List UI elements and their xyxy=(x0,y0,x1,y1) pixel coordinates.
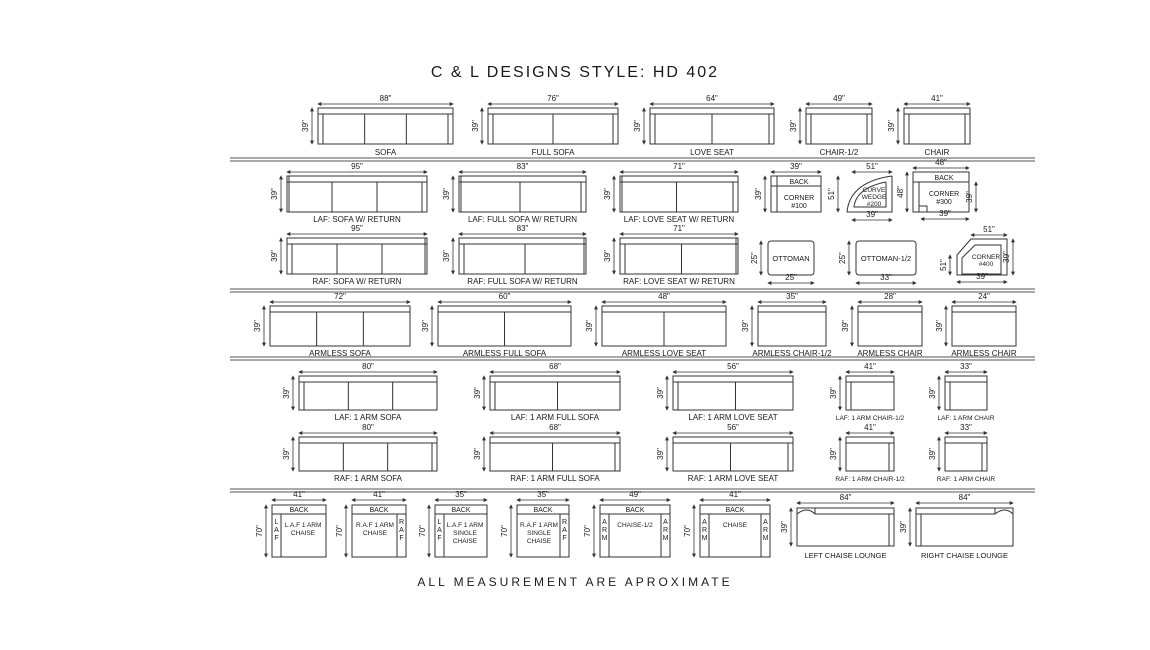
width-dimension: 71" xyxy=(673,224,685,233)
piece-laf-1-arm-chair-1-2 xyxy=(829,362,905,422)
frame xyxy=(287,238,427,274)
piece-laf-1-arm-full-sofa xyxy=(473,362,620,422)
frame xyxy=(287,176,427,212)
piece-corner-100 xyxy=(754,162,821,212)
piece-label: OTTOMAN xyxy=(772,254,810,263)
piece-label: SOFA xyxy=(374,148,397,157)
depth-dimension: 39" xyxy=(421,320,430,332)
width-dimension: 80" xyxy=(362,423,374,432)
depth-dimension: 39" xyxy=(829,387,838,399)
depth-dimension: 39" xyxy=(829,448,838,460)
piece-number: #200 xyxy=(866,201,882,208)
width-dimension: 68" xyxy=(549,423,561,432)
piece-label: RAF: 1 ARM FULL SOFA xyxy=(510,474,600,483)
depth-dimension: 39" xyxy=(442,188,451,200)
frame xyxy=(673,376,793,410)
piece-raf-1-arm-chair xyxy=(928,423,995,483)
arm-letter: A xyxy=(663,519,668,526)
piece-label: ARMLESS CHAIR xyxy=(951,349,1017,358)
depth-dimension: 39" xyxy=(603,188,612,200)
back-label: BACK xyxy=(725,507,745,514)
piece-label: LAF: 1 ARM FULL SOFA xyxy=(510,413,600,422)
piece-name: CHAISE xyxy=(722,522,748,529)
piece-l-a-f-1-arm-chaise xyxy=(255,490,326,557)
measurement-note: ALL MEASUREMENT ARE APROXIMATE xyxy=(417,575,733,589)
piece-armless-sofa xyxy=(253,292,410,358)
depth-dimension: 39" xyxy=(935,320,944,332)
back-label: BACK xyxy=(625,507,645,514)
piece-name: CORNER xyxy=(783,195,815,202)
piece-label: ARMLESS FULL SOFA xyxy=(462,349,547,358)
depth-dimension: 39" xyxy=(633,120,642,132)
depth-dimension: 39" xyxy=(928,448,937,460)
piece-name: R.A.F 1 ARM xyxy=(520,522,558,529)
piece-armless-chair-1-2 xyxy=(741,292,832,358)
depth-dimension: 39" xyxy=(603,250,612,262)
piece-left-chaise-lounge xyxy=(780,493,894,560)
depth-dimension: 39" xyxy=(301,120,310,132)
piece-laf-love-seat-w-return xyxy=(603,162,738,224)
arm-letter: L xyxy=(437,519,442,526)
arm-letter: A xyxy=(763,519,768,526)
piece-sofa xyxy=(301,94,453,157)
frame xyxy=(945,437,987,471)
piece-label: LOVE SEAT xyxy=(690,148,734,157)
piece-number: #300 xyxy=(936,199,952,206)
depth-dimension: 70" xyxy=(683,525,692,537)
depth-dimension: 39" xyxy=(841,320,850,332)
width-dimension: 84" xyxy=(958,493,971,502)
depth-dimension: 39" xyxy=(585,320,594,332)
piece-label: LEFT CHAISE LOUNGE xyxy=(804,551,887,560)
width-dimension: 33" xyxy=(960,362,972,371)
depth-dimension: 39" xyxy=(899,521,908,533)
piece-label: LAF: FULL SOFA W/ RETURN xyxy=(467,215,578,224)
piece-raf-1-arm-sofa xyxy=(282,423,437,483)
width-dimension: 35" xyxy=(455,490,467,499)
piece-label: LAF: SOFA W/ RETURN xyxy=(313,215,401,224)
width-dimension: 83" xyxy=(516,224,529,233)
back-label: BACK xyxy=(451,507,471,514)
piece-label: RAF: FULL SOFA W/ RETURN xyxy=(467,277,578,286)
width-dimension: 24" xyxy=(978,292,990,301)
piece-label: LAF: 1 ARM SOFA xyxy=(334,413,402,422)
width-dimension: 39" xyxy=(866,210,878,219)
depth-dimension: 39" xyxy=(270,188,279,200)
depth-dimension: 51" xyxy=(827,188,836,200)
depth-dimension: 39" xyxy=(1002,251,1011,263)
depth-dimension: 51" xyxy=(939,259,948,271)
piece-name: CHAISE xyxy=(290,530,316,537)
piece-name: WEDGE xyxy=(861,194,887,201)
piece-label: ARMLESS CHAIR xyxy=(857,349,923,358)
piece-chaise-1-2 xyxy=(583,490,670,557)
piece-corner-400 xyxy=(939,225,1013,282)
piece-name: CHAISE xyxy=(362,530,388,537)
width-dimension: 64" xyxy=(706,94,718,103)
frame xyxy=(459,238,586,274)
piece-label: ARMLESS LOVE SEAT xyxy=(621,349,707,358)
piece-r-a-f-1-arm-chaise xyxy=(335,490,406,557)
frame xyxy=(806,108,872,144)
frame xyxy=(846,437,894,471)
piece-r-a-f-1-arm-single-chaise xyxy=(500,490,569,557)
width-dimension: 48" xyxy=(935,158,947,167)
back-label: BACK xyxy=(934,175,954,182)
piece-name: CORNER xyxy=(928,191,960,198)
frame xyxy=(620,176,738,212)
arm-letter: A xyxy=(602,519,607,526)
depth-dimension: 39" xyxy=(282,448,291,460)
depth-dimension: 39" xyxy=(887,120,896,132)
depth-dimension: 39" xyxy=(253,320,262,332)
piece-raf-love-seat-w-return xyxy=(603,224,738,286)
piece-label: LAF: 1 ARM LOVE SEAT xyxy=(688,413,778,422)
depth-dimension: 39" xyxy=(473,387,482,399)
piece-label: CHAIR xyxy=(924,148,950,157)
piece-label: RIGHT CHAISE LOUNGE xyxy=(921,551,1008,560)
arm-letter: R xyxy=(662,527,669,534)
depth-dimension: 39" xyxy=(928,387,937,399)
piece-label: LAF: 1 ARM CHAIR xyxy=(937,415,995,422)
depth-dimension: 39" xyxy=(656,387,665,399)
width-dimension: 49" xyxy=(833,94,845,103)
width-dimension: 41" xyxy=(293,490,305,499)
piece-laf-1-arm-sofa xyxy=(282,362,437,422)
width-dimension: 35" xyxy=(537,490,549,499)
piece-name: SINGLE xyxy=(453,530,477,537)
piece-chair xyxy=(887,94,970,157)
width-dimension: 33" xyxy=(960,423,972,432)
depth-dimension: 39" xyxy=(780,521,789,533)
arm-letter: A xyxy=(702,519,707,526)
arm-letter: M xyxy=(662,535,669,542)
piece-label: RAF: 1 ARM SOFA xyxy=(333,474,403,483)
depth-dimension: 39" xyxy=(965,191,974,203)
arm-letter: M xyxy=(701,535,708,542)
arm-letter: F xyxy=(399,535,404,542)
frame xyxy=(490,437,620,471)
width-dimension: 56" xyxy=(727,423,739,432)
frame xyxy=(318,108,453,144)
piece-armless-chair xyxy=(841,292,923,358)
frame xyxy=(299,437,437,471)
depth-dimension: 70" xyxy=(418,525,427,537)
piece-curve-wedge-200 xyxy=(827,162,892,220)
width-dimension: 41" xyxy=(931,94,943,103)
piece-armless-full-sofa xyxy=(421,292,571,358)
width-dimension: 49" xyxy=(629,490,641,499)
piece-name: SINGLE xyxy=(527,530,551,537)
width-dimension: 41" xyxy=(729,490,741,499)
depth-dimension: 70" xyxy=(583,525,592,537)
width-dimension: 25" xyxy=(785,273,797,282)
piece-name: CORNER xyxy=(971,254,1001,261)
width-dimension: 41" xyxy=(864,423,876,432)
frame xyxy=(620,238,738,274)
piece-laf-full-sofa-w-return xyxy=(442,162,586,224)
arm-letter: A xyxy=(274,527,279,534)
piece-laf-1-arm-love-seat xyxy=(656,362,793,422)
piece-label: RAF: 1 ARM CHAIR-1/2 xyxy=(835,476,905,483)
width-dimension: 51" xyxy=(866,162,878,171)
piece-label: CHAIR-1/2 xyxy=(819,148,859,157)
width-dimension: 83" xyxy=(516,162,529,171)
piece-name: CHAISE xyxy=(526,538,552,545)
frame xyxy=(299,376,437,410)
piece-name: CHAISE xyxy=(452,538,478,545)
piece-label: ARMLESS SOFA xyxy=(309,349,371,358)
depth-dimension: 48" xyxy=(896,186,905,198)
piece-name: CURVE xyxy=(862,187,886,194)
arm-letter: M xyxy=(601,535,608,542)
piece-label: FULL SOFA xyxy=(531,148,575,157)
piece-corner-300 xyxy=(896,158,976,219)
width-dimension: 39" xyxy=(939,209,951,218)
depth-dimension: 39" xyxy=(789,120,798,132)
back-label: BACK xyxy=(289,507,309,514)
width-dimension: 51" xyxy=(983,225,995,234)
depth-dimension: 39" xyxy=(473,448,482,460)
piece-chair-1-2 xyxy=(789,94,872,157)
arm-letter: M xyxy=(762,535,769,542)
chaise-curve xyxy=(797,510,815,514)
width-dimension: 76" xyxy=(547,94,559,103)
piece-laf-1-arm-chair xyxy=(928,362,995,422)
width-dimension: 80" xyxy=(362,362,374,371)
frame xyxy=(459,176,586,212)
depth-dimension: 70" xyxy=(335,525,344,537)
depth-dimension: 39" xyxy=(471,120,480,132)
depth-dimension: 25" xyxy=(838,252,847,264)
arm-letter: A xyxy=(437,527,442,534)
piece-number: #100 xyxy=(791,203,807,210)
width-dimension: 60" xyxy=(498,292,511,301)
back-label: BACK xyxy=(789,179,809,186)
width-dimension: 28" xyxy=(884,292,896,301)
arm-letter: R xyxy=(561,519,568,526)
depth-dimension: 39" xyxy=(442,250,451,262)
frame xyxy=(673,437,793,471)
arm-letter: F xyxy=(562,535,567,542)
arm-letter: F xyxy=(274,535,279,542)
piece-ottoman xyxy=(750,241,814,283)
width-dimension: 48" xyxy=(658,292,670,301)
piece-label: ARMLESS CHAIR-1/2 xyxy=(752,349,832,358)
piece-chaise xyxy=(683,490,770,557)
piece-name: L.A.F 1 ARM xyxy=(446,522,484,529)
width-dimension: 72" xyxy=(334,292,346,301)
width-dimension: 95" xyxy=(351,224,363,233)
chaise-curve xyxy=(995,510,1013,514)
arm-letter: F xyxy=(437,535,442,542)
arm-letter: R xyxy=(762,527,769,534)
depth-dimension: 39" xyxy=(270,250,279,262)
width-dimension: 39" xyxy=(976,272,988,281)
depth-dimension: 70" xyxy=(255,525,264,537)
piece-label: RAF: 1 ARM LOVE SEAT xyxy=(687,474,779,483)
piece-love-seat xyxy=(633,94,774,157)
piece-armless-chair xyxy=(935,292,1017,358)
frame xyxy=(846,376,894,410)
arm-letter: A xyxy=(399,527,404,534)
depth-dimension: 25" xyxy=(750,252,759,264)
width-dimension: 95" xyxy=(351,162,363,171)
piece-raf-1-arm-love-seat xyxy=(656,423,793,483)
piece-ottoman-1-2 xyxy=(838,241,916,283)
piece-l-a-f-1-arm-single-chaise xyxy=(418,490,487,557)
piece-name: L.A.F 1 ARM xyxy=(284,522,322,529)
depth-dimension: 70" xyxy=(500,525,509,537)
back-label: BACK xyxy=(369,507,389,514)
width-dimension: 71" xyxy=(673,162,685,171)
width-dimension: 41" xyxy=(864,362,876,371)
piece-label: LAF: LOVE SEAT W/ RETURN xyxy=(623,215,735,224)
piece-label: LAF: 1 ARM CHAIR-1/2 xyxy=(835,415,905,422)
piece-right-chaise-lounge xyxy=(899,493,1013,560)
width-dimension: 56" xyxy=(727,362,739,371)
frame xyxy=(945,376,987,410)
width-dimension: 33" xyxy=(880,273,892,282)
piece-label: RAF: 1 ARM CHAIR xyxy=(936,476,996,483)
width-dimension: 41" xyxy=(373,490,385,499)
arm-letter: A xyxy=(562,527,567,534)
piece-full-sofa xyxy=(471,94,618,157)
arm-letter: L xyxy=(274,519,279,526)
arm-letter: R xyxy=(398,519,405,526)
arm-letter: R xyxy=(601,527,608,534)
piece-name: R.A.F 1 ARM xyxy=(356,522,394,529)
depth-dimension: 39" xyxy=(754,188,763,200)
piece-raf-1-arm-full-sofa xyxy=(473,423,620,483)
corner-block xyxy=(919,206,927,212)
piece-label: RAF: SOFA W/ RETURN xyxy=(312,277,402,286)
width-dimension: 39" xyxy=(790,162,802,171)
piece-raf-sofa-w-return xyxy=(270,224,427,286)
piece-armless-love-seat xyxy=(585,292,726,358)
back-label: BACK xyxy=(533,507,553,514)
width-dimension: 35" xyxy=(786,292,798,301)
depth-dimension: 39" xyxy=(656,448,665,460)
piece-raf-1-arm-chair-1-2 xyxy=(829,423,905,483)
frame xyxy=(490,376,620,410)
piece-name: CHAISE-1/2 xyxy=(617,522,653,529)
frame xyxy=(904,108,970,144)
depth-dimension: 39" xyxy=(282,387,291,399)
piece-laf-sofa-w-return xyxy=(270,162,427,224)
piece-label: OTTOMAN-1/2 xyxy=(860,254,912,263)
piece-label: RAF: LOVE SEAT W/ RETURN xyxy=(623,277,735,286)
sheet-title: C & L DESIGNS STYLE: HD 402 xyxy=(430,64,720,81)
arm-letter: R xyxy=(701,527,708,534)
piece-number: #400 xyxy=(978,261,994,268)
piece-raf-full-sofa-w-return xyxy=(442,224,586,286)
depth-dimension: 39" xyxy=(741,320,750,332)
width-dimension: 68" xyxy=(549,362,561,371)
width-dimension: 88" xyxy=(379,94,392,103)
width-dimension: 84" xyxy=(839,493,852,502)
